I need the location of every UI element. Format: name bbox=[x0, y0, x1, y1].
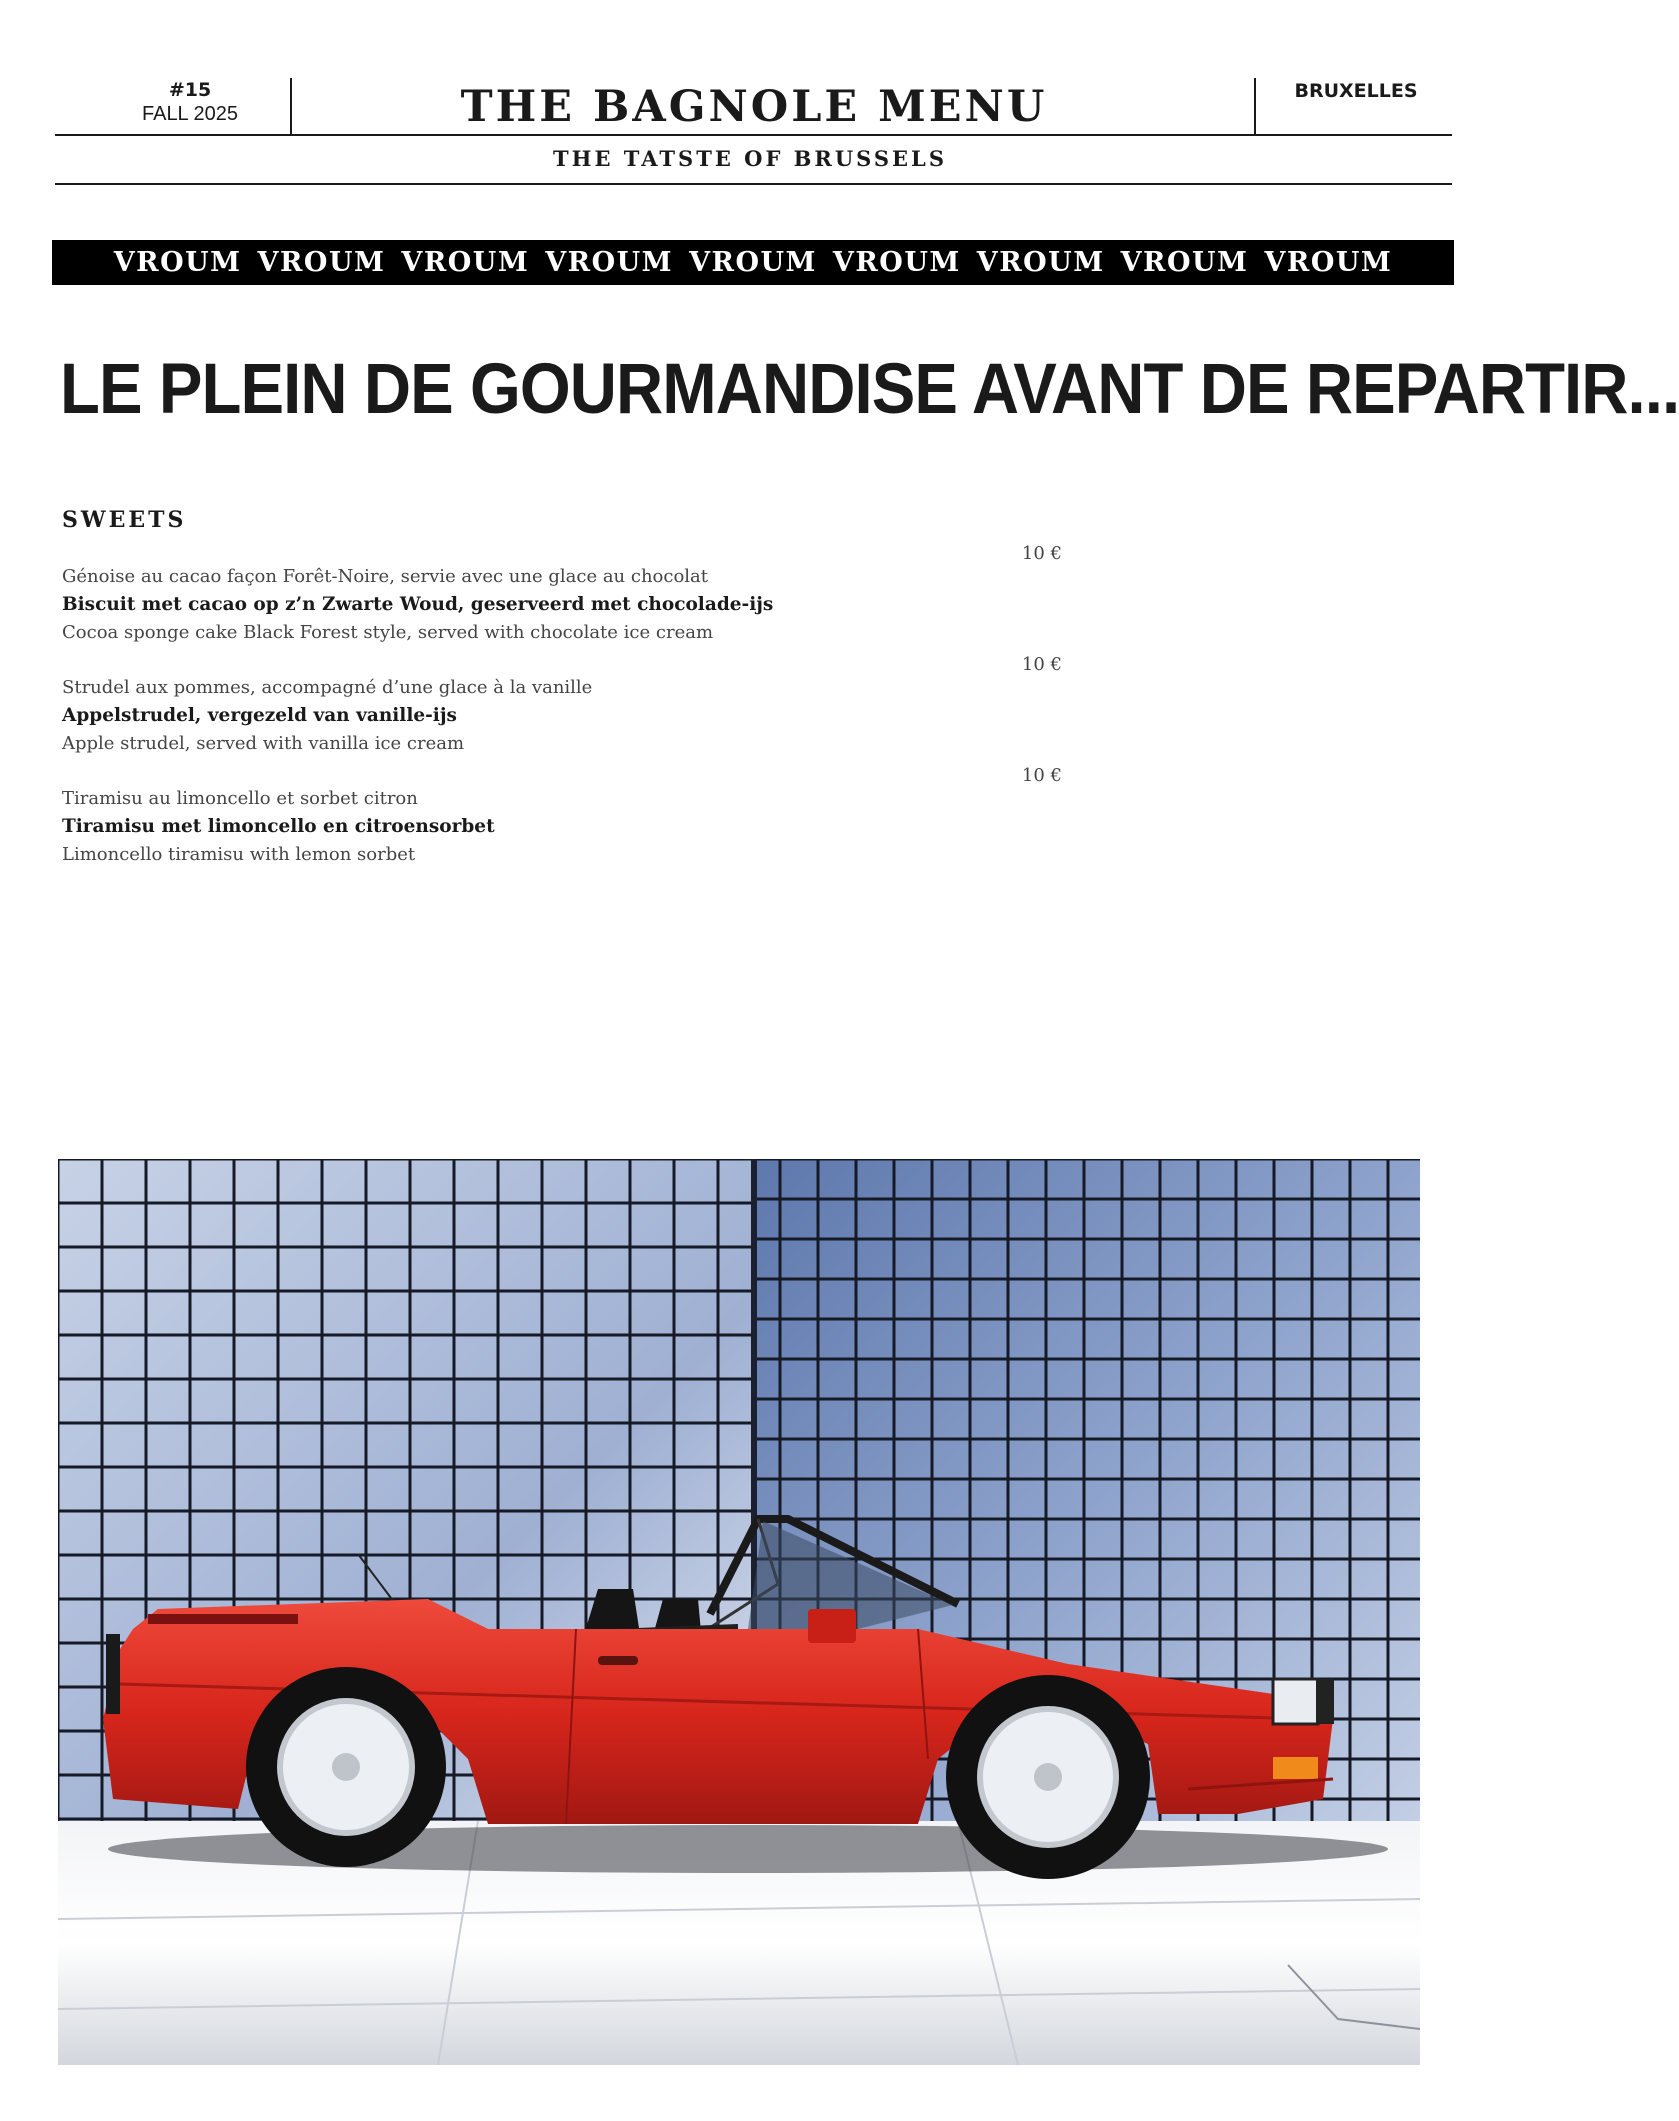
menu-item-english: Cocoa sponge cake Black Forest style, served with chocolate ice cream bbox=[62, 622, 714, 643]
issue-season: FALL 2025 bbox=[141, 103, 238, 125]
vroum-word: VROUM bbox=[1264, 247, 1393, 278]
menu-item-french: Génoise au cacao façon Forêt-Noire, servie avec une glace au chocolat bbox=[62, 566, 709, 587]
masthead-rule-top bbox=[55, 134, 1452, 136]
vroum-word: VROUM bbox=[832, 247, 961, 278]
vroum-word: VROUM bbox=[257, 247, 386, 278]
vroum-word: VROUM bbox=[545, 247, 674, 278]
menu-item-price: 10 € bbox=[1021, 654, 1062, 675]
menu-item-french: Strudel aux pommes, accompagné d’une glace à la vanille bbox=[62, 677, 593, 698]
vroum-word: VROUM bbox=[689, 247, 817, 278]
menu-item-dutch: Tiramisu met limoncello en citroensorbet bbox=[62, 816, 495, 837]
vroum-word: VROUM bbox=[976, 247, 1105, 278]
menu-item-english: Limoncello tiramisu with lemon sorbet bbox=[62, 844, 416, 865]
section-title-sweets: SWEETS bbox=[62, 507, 187, 533]
vroum-word: VROUM bbox=[1120, 247, 1249, 278]
menu-item-dutch: Appelstrudel, vergezeld van vanille-ijs bbox=[62, 705, 457, 726]
masthead-tagline: THE TATSTE OF BRUSSELS bbox=[553, 146, 947, 171]
menu-item-dutch: Biscuit met cacao op z’n Zwarte Woud, geserveerd met chocolade-ijs bbox=[62, 594, 774, 615]
masthead-title: THE BAGNOLE MENU bbox=[460, 82, 1048, 132]
vroum-word: VROUM bbox=[401, 247, 530, 278]
city-label: BRUXELLES bbox=[1294, 80, 1418, 102]
menu-item-english: Apple strudel, served with vanilla ice cream bbox=[62, 733, 465, 754]
vroum-banner bbox=[52, 240, 1454, 285]
menu-item bbox=[62, 765, 1062, 869]
menu-item-french: Tiramisu au limoncello et sorbet citron bbox=[62, 788, 418, 809]
vroum-word: VROUM bbox=[113, 247, 242, 278]
menu-item-price: 10 € bbox=[1021, 543, 1062, 564]
menu-item bbox=[62, 543, 1062, 647]
menu-item-price: 10 € bbox=[1021, 765, 1062, 786]
masthead-rule-bottom bbox=[55, 183, 1452, 185]
car-photo bbox=[58, 1159, 1420, 2065]
page-headline: LE PLEIN DE GOURMANDISE AVANT DE REPARTIR... bbox=[60, 350, 1679, 429]
menu-item bbox=[62, 654, 1062, 758]
issue-info bbox=[100, 78, 280, 126]
issue-number: #15 bbox=[168, 79, 212, 101]
